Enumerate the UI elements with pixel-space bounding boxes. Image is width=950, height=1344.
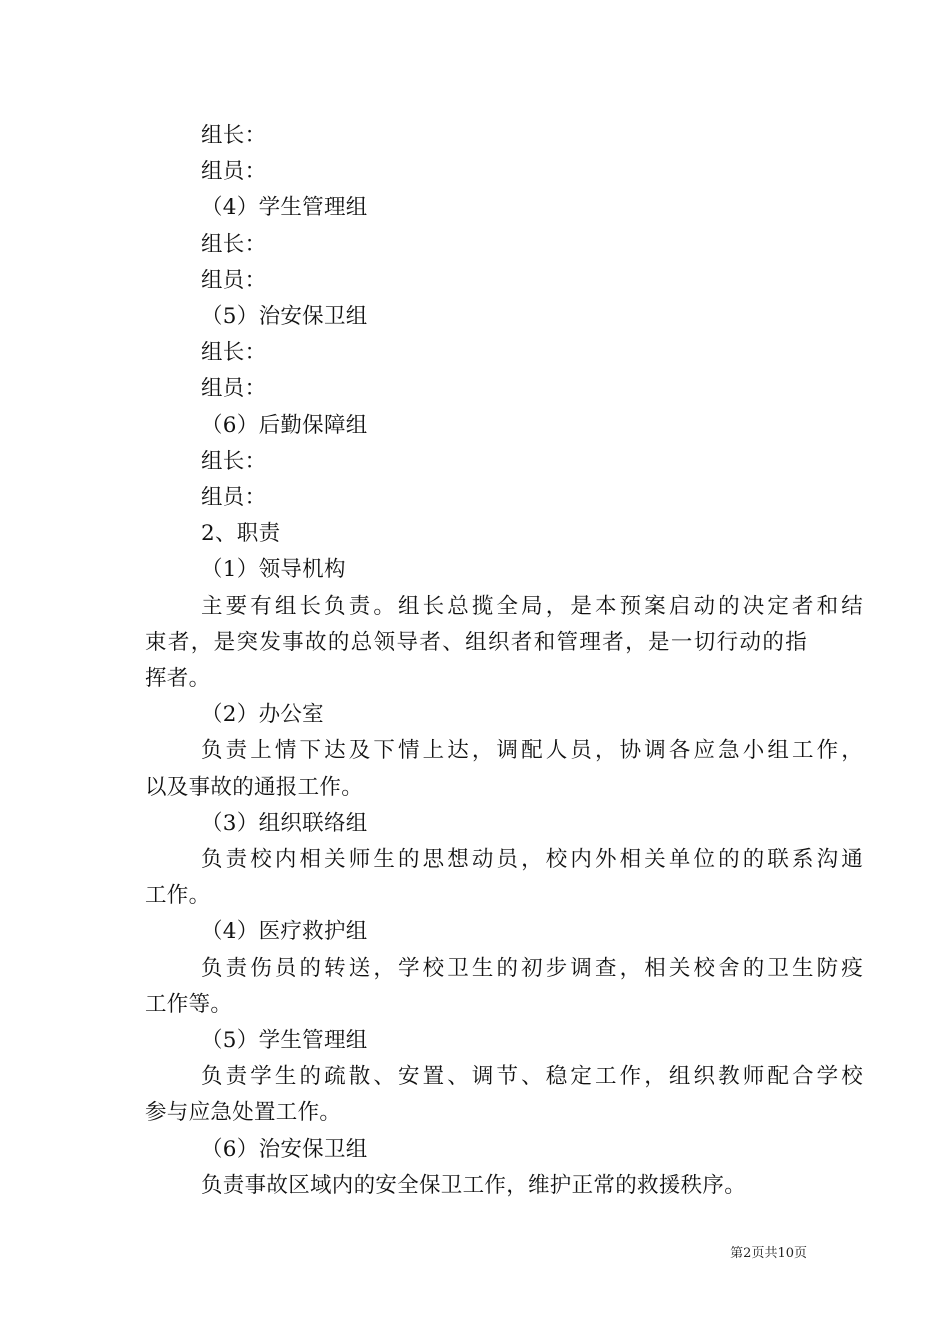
text-line: 负责上情下达及下情上达，调配人员，协调各应急小组工作， — [201, 738, 863, 764]
text-line: 工作等。 — [145, 991, 233, 1017]
text-line: 负责事故区域内的安全保卫工作，维护正常的救援秩序。 — [201, 1172, 747, 1198]
text-line: （5）治安保卫组 — [201, 304, 368, 329]
text-line: （6）治安保卫组 — [201, 1136, 368, 1162]
text-line: 组员： — [201, 485, 267, 510]
text-line: 组员： — [201, 159, 267, 185]
text-line: 负责学生的疏散、安置、调节、稳定工作，组织教师配合学校 — [201, 1064, 863, 1090]
text-line: （1）领导机构 — [201, 557, 346, 583]
text-line: （4）学生管理组 — [201, 195, 368, 221]
text-line: 组长： — [201, 340, 267, 366]
text-line: 挥者。 — [145, 666, 211, 691]
text-line: 束者，是突发事故的总领导者、组织者和管理者，是一切行动的指 — [145, 629, 807, 655]
text-line: 组员： — [201, 267, 267, 293]
text-line: 组员： — [201, 376, 267, 402]
text-line: 主要有组长负责。组长总揽全局，是本预案启动的决定者和结 — [201, 593, 863, 619]
text-line: 组长： — [201, 231, 267, 257]
text-line: （3）组织联络组 — [201, 810, 368, 836]
text-line: 负责校内相关师生的思想动员，校内外相关单位的的联系沟通 — [201, 847, 863, 872]
text-line: （6）后勤保障组 — [201, 412, 368, 438]
page-footer: 第2页共10页 — [730, 1246, 807, 1261]
text-line: 工作。 — [145, 883, 211, 909]
text-line: （4）医疗救护组 — [201, 919, 368, 945]
text-line: （2）办公室 — [201, 702, 324, 728]
text-line: 负责伤员的转送，学校卫生的初步调查，相关校舍的卫生防疫 — [201, 955, 863, 981]
text-line: 组长： — [201, 123, 267, 148]
text-line: 以及事故的通报工作。 — [145, 774, 364, 800]
text-line: 2、职责 — [201, 521, 281, 547]
text-line: 参与应急处置工作。 — [145, 1100, 342, 1126]
text-line: 组长： — [201, 448, 267, 474]
text-line: （5）学生管理组 — [201, 1028, 368, 1053]
